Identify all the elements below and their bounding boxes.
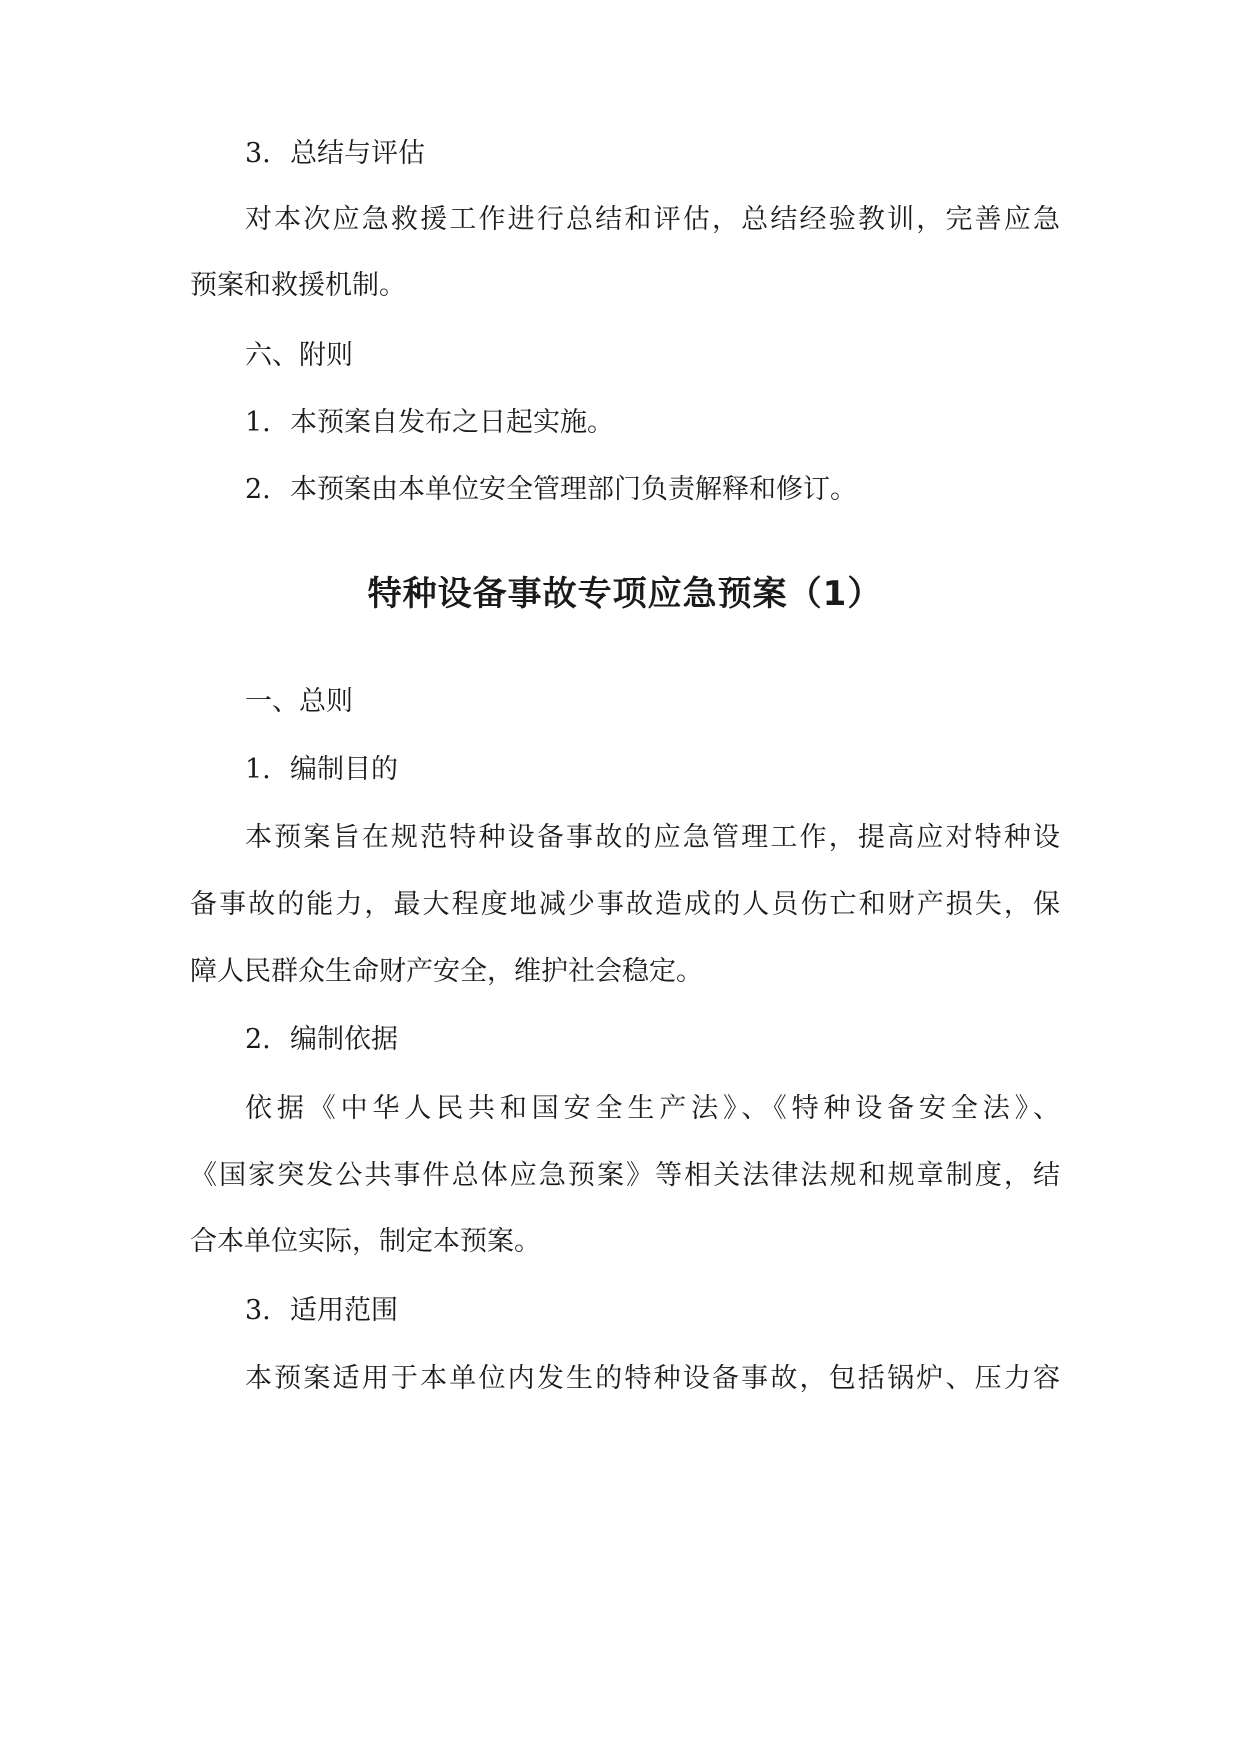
list-text: 编制依据 <box>290 1024 398 1055</box>
list-item-summary-evaluation <box>245 134 1060 174</box>
paragraph-line: 《国家突发公共事件总体应急预案》等相关法律法规和规章制度，结 <box>190 1160 1060 1191</box>
section-heading-general: 一、总则 <box>245 686 353 717</box>
paragraph-line: 本预案旨在规范特种设备事故的应急管理工作，提高应对特种设 <box>245 822 1060 853</box>
list-number: 2. <box>245 474 271 505</box>
paragraph-line: 备事故的能力，最大程度地减少事故造成的人员伤亡和财产损失，保 <box>190 889 1060 920</box>
list-item-appendix-1 <box>245 403 1060 443</box>
list-item-basis <box>245 1020 1060 1060</box>
paragraph-line: 依据《中华人民共和国安全生产法》、《特种设备安全法》、 <box>245 1093 1060 1124</box>
list-number: 3. <box>245 138 271 169</box>
paragraph-line: 预案和救援机制。 <box>190 270 406 301</box>
list-number: 1. <box>245 407 271 438</box>
list-number: 3. <box>245 1295 271 1326</box>
list-number: 1. <box>245 754 271 785</box>
document-title: 特种设备事故专项应急预案（1） <box>367 574 883 614</box>
list-text: 本预案自发布之日起实施。 <box>290 407 614 438</box>
paragraph-line: 本预案适用于本单位内发生的特种设备事故，包括锅炉、压力容 <box>245 1363 1060 1394</box>
list-text: 适用范围 <box>290 1295 398 1326</box>
list-text: 本预案由本单位安全管理部门负责解释和修订。 <box>290 474 857 505</box>
list-text: 编制目的 <box>290 754 398 785</box>
paragraph-line: 障人民群众生命财产安全，维护社会稳定。 <box>190 956 703 987</box>
list-text: 总结与评估 <box>290 138 425 169</box>
list-item-purpose <box>245 750 1060 790</box>
paragraph-line: 对本次应急救援工作进行总结和评估，总结经验教训，完善应急 <box>245 204 1060 235</box>
list-item-appendix-2 <box>245 470 1060 510</box>
section-heading-appendix: 六、附则 <box>245 340 353 371</box>
list-item-scope <box>245 1291 1060 1331</box>
list-number: 2. <box>245 1024 271 1055</box>
paragraph-line: 合本单位实际，制定本预案。 <box>190 1226 541 1257</box>
